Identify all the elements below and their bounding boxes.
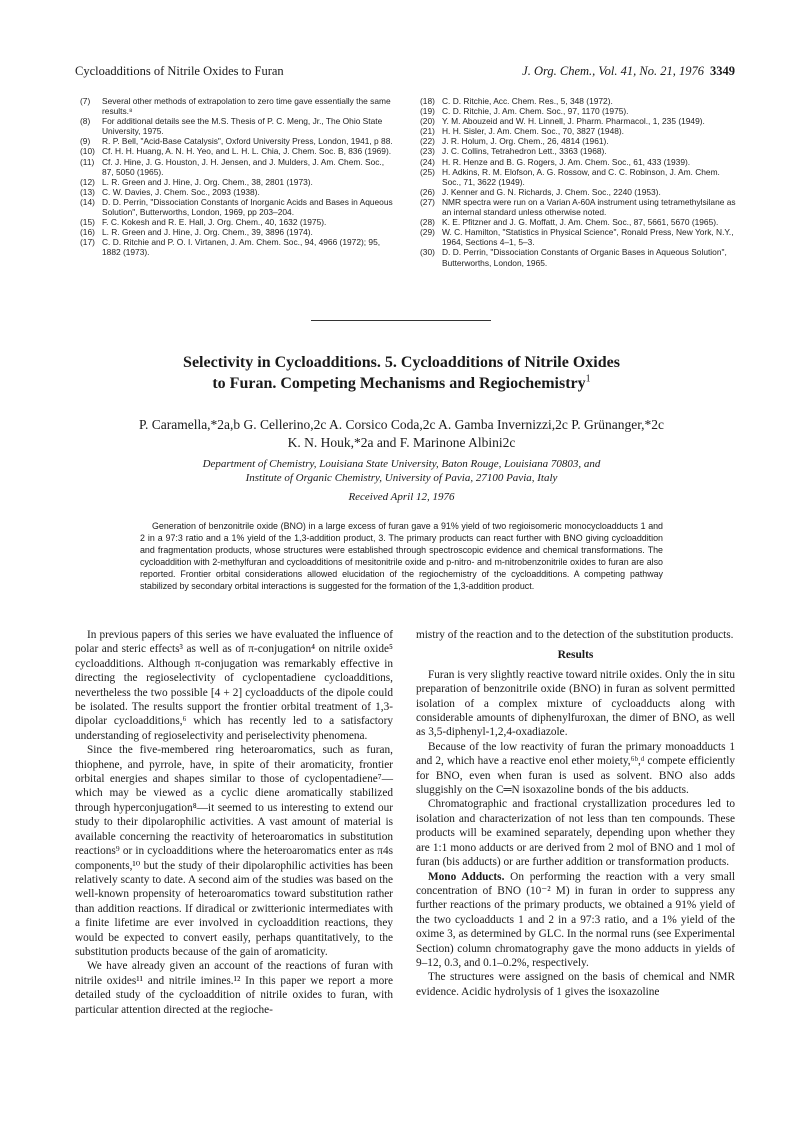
body-paragraph: In previous papers of this series we have evaluated the influence of polar and steric effects³ as well as of π-conjugation⁴ on nitrile oxide⁵ cycloadditions. Although π-conjugation was remarkably effective in directing the regioselectivity of cyclopentadiene cycloadditions, nevertheless the two possible [4 + 2] cycloadducts of the dipole could be isolated. The results support the frontier orbital treatment of 1,3-dipolar cycloadditions,⁶ which has recently led to a satisfactory understanding of regioselectivity and periselectivity phenomena. (75, 629, 393, 742)
reference-number: (16) (80, 227, 95, 238)
reference-number: (11) (80, 156, 95, 167)
reference-text: C. D. Ritchie, Acc. Chem. Res., 5, 348 (1972). (442, 96, 613, 106)
reference-number: (26) (420, 186, 435, 197)
reference-number: (22) (420, 136, 435, 147)
reference-text: L. R. Green and J. Hine, J. Org. Chem., 39, 3896 (1974). (102, 227, 313, 238)
reference-text: NMR spectra were run on a Varian A-60A instrument using tetramethylsilane as an internal standard unless otherwise noted. (442, 196, 736, 218)
reference-item (80, 197, 398, 217)
reference-number: (13) (80, 186, 95, 197)
reference-text: Cf. J. Hine, J. G. Houston, J. H. Jensen, and J. Mulders, J. Am. Chem. Soc., 87, 5050 (1965). (102, 156, 385, 177)
reference-number: (28) (420, 217, 435, 228)
mono-adducts-heading: Mono Adducts. (428, 870, 505, 883)
references-left-column (80, 96, 398, 258)
reference-item (80, 96, 398, 116)
reference-number: (21) (420, 126, 435, 137)
reference-text: Several other methods of extrapolation to zero time gave essentially the same results.⁸ (102, 96, 391, 117)
reference-number: (25) (420, 166, 435, 177)
reference-item (420, 217, 738, 227)
reference-number: (27) (420, 196, 435, 207)
author-list (110, 416, 693, 452)
reference-number: (17) (80, 237, 95, 248)
journal-citation (522, 64, 735, 79)
body-paragraph: Since the five-membered ring heteroaromatics, such as furan, thiophene, and pyrrole, have, in spite of their aromaticity, frontier orbital energies and shapes similar to those of cyclopentadiene⁷—which may be viewed as a cyclic diene aromatically stabilized through hyperconjugation⁸—it seemed to us interesting to extend our study to their dipolarophilic activities. A vast amount of material is available concerning the reactivity of heteroaromatics in substitution reactions⁹ or in cycloadditions where the heteroaromatics enter as π4s components,¹⁰ but the study of their dipolarophilic activities has been relatively scanty to date. A second aim of the studies was based on the well-known propensity of heteroaromatics toward substitution rather than addition reactions. If diradical or zwitterionic intermediates with a finite lifetime are ever involved in cycloaddition reactions, they would be expected to convert easily, perhaps quantitatively, to the substitution products because of the gain of aromaticity. (75, 744, 393, 958)
reference-number: (8) (80, 116, 91, 127)
reference-item (80, 217, 398, 227)
title-footnote-marker: 1 (585, 373, 591, 385)
reference-item (420, 187, 738, 197)
reference-text: Cf. H. H. Huang, A. N. H. Yeo, and L. H. L. Chia, J. Chem. Soc. B, 836 (1969). (102, 146, 392, 157)
reference-text: D. D. Perrin, "Dissociation Constants of Inorganic Acids and Bases in Aqueous Solution", Butterworths, London, 1969, pp 203–204. (102, 196, 393, 218)
results-heading: Results (557, 649, 594, 662)
affiliations (120, 457, 683, 485)
reference-item (80, 146, 398, 156)
abstract: Generation of benzonitrile oxide (BNO) in a large excess of furan gave a 91% yield of two regioisomeric monocycloadducts 1 and 2 in a 97:3 ratio and a 1% yield of the 1,3-addition product, 3. The primary products can react further with BNO giving cycloaddition and fragmentation products, whose structures were established through spectroscopic evidence and chemical transformations. The cycloaddition with 2-methylfuran and cycloadditions of mesitonitrile oxide and p-nitro- and m-nitrobenzonitrile oxides to furan are also reported. Frontier orbital considerations allowed elucidation of the regiochemistry of the cycloadditions. A competing pathway stabilized by secondary orbital interactions is suggested for the formation of the 1,3-addition product. (140, 521, 663, 592)
reference-text: D. D. Perrin, "Dissociation Constants of Organic Bases in Aqueous Solution", Butterworths, London, 1965. (442, 247, 727, 268)
reference-text: H. Adkins, R. M. Elofson, A. G. Rossow, and C. C. Robinson, J. Am. Chem. Soc., 71, 3622 (1949). (442, 166, 720, 187)
reference-text: Y. M. Abouzeid and W. H. Linnell, J. Pharm. Pharmacol., 1, 235 (1949). (442, 116, 705, 127)
reference-text: C. D. Ritchie, J. Am. Chem. Soc., 97, 1170 (1975). (442, 106, 629, 117)
reference-item (80, 157, 398, 177)
reference-text: H. R. Henze and B. G. Rogers, J. Am. Chem. Soc., 61, 433 (1939). (442, 156, 691, 167)
reference-item (80, 187, 398, 197)
reference-text: F. C. Kokesh and R. E. Hall, J. Org. Chem., 40, 1632 (1975). (102, 217, 327, 228)
results-paragraphs (416, 668, 735, 870)
reference-number: (12) (80, 176, 95, 187)
mono-adducts-paragraph (416, 870, 735, 971)
mono-adducts-text: On performing the reaction with a very small concentration of BNO (10⁻² M) in furan in order to suppress any further reactions of the primary products, we obtained a 91% yield of the two cycloadducts 1 and 2 in a 97:3 ratio, and a 1% yield of the oxime 3, as determined by GLC. In the normal runs (see Experimental Section) column chromatography gave the mono adducts in yields of 9–12, 0.3, and 0.1–0.2%, respectively. (416, 870, 735, 969)
journal-name: J. Org. Chem., Vol. 41, No. 21, 1976 (522, 64, 704, 78)
reference-text: J. Kenner and G. N. Richards, J. Chem. Soc., 2240 (1953). (442, 186, 661, 197)
body-left-column (75, 628, 393, 1017)
reference-text: C. D. Ritchie and P. O. I. Virtanen, J. Am. Chem. Soc., 94, 4966 (1972); 95, 1882 (1973). (102, 237, 381, 258)
reference-item (80, 116, 398, 136)
reference-number: (15) (80, 217, 95, 228)
reference-number: (14) (80, 196, 95, 207)
title-line-1: Selectivity in Cycloadditions. 5. Cycloadditions of Nitrile Oxides (183, 354, 620, 371)
reference-item (420, 96, 738, 106)
reference-item (420, 136, 738, 146)
reference-number: (23) (420, 146, 435, 157)
reference-text: J. R. Holum, J. Org. Chem., 26, 4814 (1961). (442, 136, 609, 147)
reference-item (420, 157, 738, 167)
authors-line-1: P. Caramella,*2a,b G. Cellerino,2c A. Corsico Coda,2c A. Gamba Invernizzi,2c P. Grünanger,*2c (138, 417, 665, 432)
references-right-column (420, 96, 738, 268)
reference-item (80, 237, 398, 257)
body-paragraph: Chromatographic and fractional crystallization procedures led to isolation and characterization of not less than ten compounds. These products will be examined separately, depending upon whether they are 1:1 mono adducts or are derived from 2 mol of BNO and 1 mol of furan (bis adducts) or are further addition or transformation products. (416, 798, 735, 869)
reference-item (80, 177, 398, 187)
reference-number: (29) (420, 227, 435, 238)
reference-item (420, 247, 738, 267)
reference-text: C. W. Davies, J. Chem. Soc., 2093 (1938). (102, 186, 260, 197)
reference-number: (9) (80, 136, 91, 147)
running-header (75, 64, 735, 80)
body-right-column (416, 628, 735, 999)
reference-text: J. C. Collins, Tetrahedron Lett., 3363 (1968). (442, 146, 607, 157)
reference-text: K. E. Pfitzner and J. G. Moffatt, J. Am. Chem. Soc., 87, 5661, 5670 (1965). (442, 217, 719, 228)
reference-text: W. C. Hamilton, "Statistics in Physical Science", Ronald Press, New York, N.Y., 1964, Sections 4–1, 5–3. (442, 227, 734, 248)
page-number: 3349 (710, 64, 735, 78)
reference-item (420, 116, 738, 126)
reference-text: For additional details see the M.S. Thesis of P. C. Meng, Jr., The Ohio State University, 1975. (102, 116, 383, 137)
reference-item (420, 197, 738, 217)
reference-item (80, 136, 398, 146)
reference-item (420, 126, 738, 136)
reference-number: (10) (80, 146, 95, 157)
reference-text: L. R. Green and J. Hine, J. Org. Chem., 38, 2801 (1973). (102, 176, 313, 187)
reference-number: (30) (420, 247, 435, 258)
article-title (120, 352, 683, 394)
reference-number: (19) (420, 106, 435, 117)
reference-number: (7) (80, 96, 91, 106)
reference-item (420, 146, 738, 156)
received-date: Received April 12, 1976 (348, 491, 455, 503)
reference-item (420, 167, 738, 187)
reference-number: (20) (420, 116, 435, 127)
reference-text: H. H. Sisler, J. Am. Chem. Soc., 70, 3827 (1948). (442, 126, 624, 137)
reference-number: (24) (420, 156, 435, 167)
affiliation-line-1: Department of Chemistry, Louisiana State University, Baton Rouge, Louisiana 70803, and (202, 458, 601, 470)
affiliation-line-2: Institute of Organic Chemistry, University of Pavia, 27100 Pavia, Italy (245, 472, 558, 484)
title-line-2 (120, 373, 683, 394)
reference-item (80, 227, 398, 237)
body-paragraph: Furan is very slightly reactive toward nitrile oxides. Only the in situ preparation of benzonitrile oxide (BNO) in furan as solvent permitted isolation of a complex mixture of cycloadducts along with considerable amounts of diphenylfuroxan, the dimer of BNO, as well as 3,5-diphenyl-1,2,4-oxadiazole. (416, 668, 735, 739)
structures-paragraph: The structures were assigned on the basis of chemical and NMR evidence. Acidic hydrolysis of 1 gives the isoxazoline (416, 971, 735, 998)
body-paragraph: We have already given an account of the reactions of furan with nitrile oxides¹¹ and nitrile imines.¹² In this paper we report a more detailed study of the cycloaddition of nitrile oxides to furan, with particular attention directed at the regioche- (75, 960, 393, 1016)
body-paragraph: Because of the low reactivity of furan the primary monoadducts 1 and 2, which have a reactive enol ether moiety,⁶ᵇ,ᵈ compete efficiently for BNO, even when furan is used as solvent. BNO also adds sluggishly on the C═N isoxazoline bonds of the bis adducts. (416, 740, 735, 797)
reference-text: R. P. Bell, "Acid-Base Catalysis", Oxford University Press, London, 1941, p 88. (102, 136, 393, 147)
reference-item (420, 106, 738, 116)
reference-number: (18) (420, 96, 435, 106)
reference-item (420, 227, 738, 247)
body-continuation: mistry of the reaction and to the detection of the substitution products. (416, 629, 734, 641)
authors-line-2: K. N. Houk,*2a and F. Marinone Albini2c (287, 435, 516, 450)
title-line-2-text: to Furan. Competing Mechanisms and Regiochemistry (212, 375, 586, 392)
section-divider (311, 320, 491, 321)
running-title: Cycloadditions of Nitrile Oxides to Furan (75, 64, 284, 78)
